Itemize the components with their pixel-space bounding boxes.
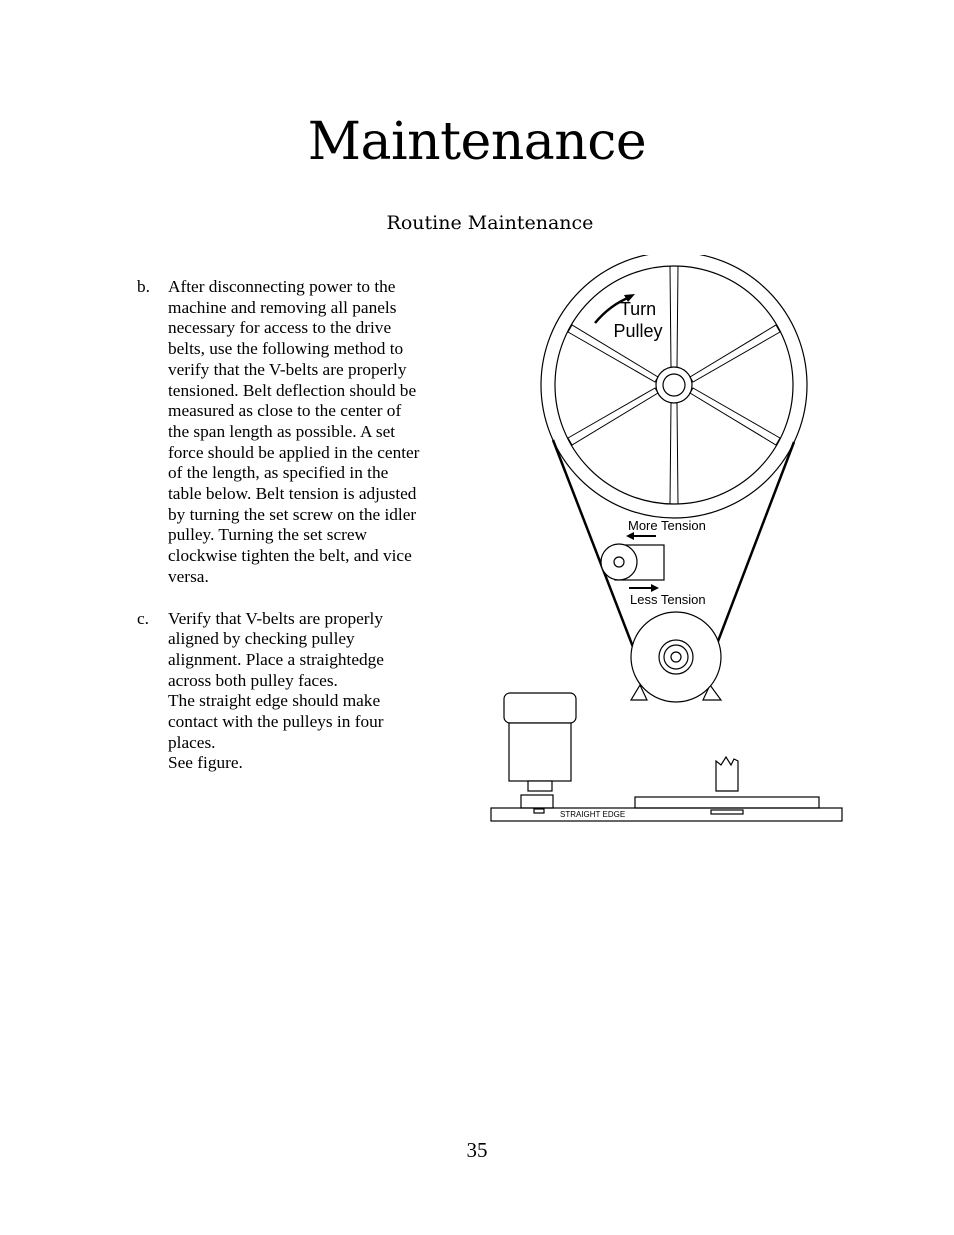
text-line: verify that the V-belts are properly (168, 359, 407, 379)
text-line: clockwise tighten the belt, and vice (168, 546, 412, 566)
pulley-label: Pulley (613, 321, 663, 341)
step-letter: b. (137, 277, 150, 296)
text-line: alignment. Place a straightedge (168, 649, 384, 669)
alignment-motor (504, 693, 576, 813)
text-line: of the length, as specified in the (168, 463, 389, 483)
step-text (168, 609, 467, 775)
motor-pulley (631, 612, 721, 702)
text-line: places. (168, 732, 216, 752)
text-line: The straight edge should make (168, 691, 381, 711)
text-line: See figure. (168, 753, 243, 773)
step-b (137, 277, 467, 588)
less-tension-arrowhead (651, 584, 659, 592)
more-tension-arrowhead (626, 532, 634, 540)
page-title: Maintenance (307, 112, 647, 172)
straight-edge-label: STRAIGHT EDGE (560, 810, 626, 819)
text-line: table below. Belt tension is adjusted (168, 484, 417, 504)
pulley-spokes (568, 266, 780, 504)
section-title: Routine Maintenance (386, 212, 594, 234)
turn-label: Turn (619, 299, 657, 319)
alignment-machine (635, 757, 819, 814)
text-line: aligned by checking pulley (168, 629, 355, 649)
step-letter: c. (137, 608, 149, 628)
text-line: by turning the set screw on the idler (168, 504, 417, 524)
text-line: measured as close to the center of (168, 401, 402, 421)
text-line: force should be applied in the center (168, 442, 420, 462)
page-number: 35 (466, 1138, 488, 1162)
step-text (168, 277, 467, 588)
text-line: After disconnecting power to the (168, 277, 396, 296)
large-pulley (541, 255, 807, 518)
text-line: machine and removing all panels (168, 297, 397, 317)
text-line: versa. (168, 566, 209, 586)
text-line: Verify that V-belts are properly (168, 608, 383, 628)
text-line: across both pulley faces. (168, 670, 338, 690)
text-line: pulley. Turning the set screw (168, 525, 368, 545)
text-line: the span length as possible. A set (168, 421, 396, 441)
idler-pulley (601, 544, 664, 580)
text-line: necessary for access to the drive (168, 318, 392, 338)
step-c (137, 609, 467, 775)
maintenance-steps (137, 277, 467, 795)
text-line: contact with the pulleys in four (168, 712, 384, 732)
less-tension-label: Less Tension (630, 592, 706, 607)
belt-tension-figure (488, 255, 848, 827)
text-line: belts, use the following method to (168, 339, 404, 359)
more-tension-label: More Tension (628, 518, 706, 533)
text-line: tensioned. Belt deflection should be (168, 380, 417, 400)
